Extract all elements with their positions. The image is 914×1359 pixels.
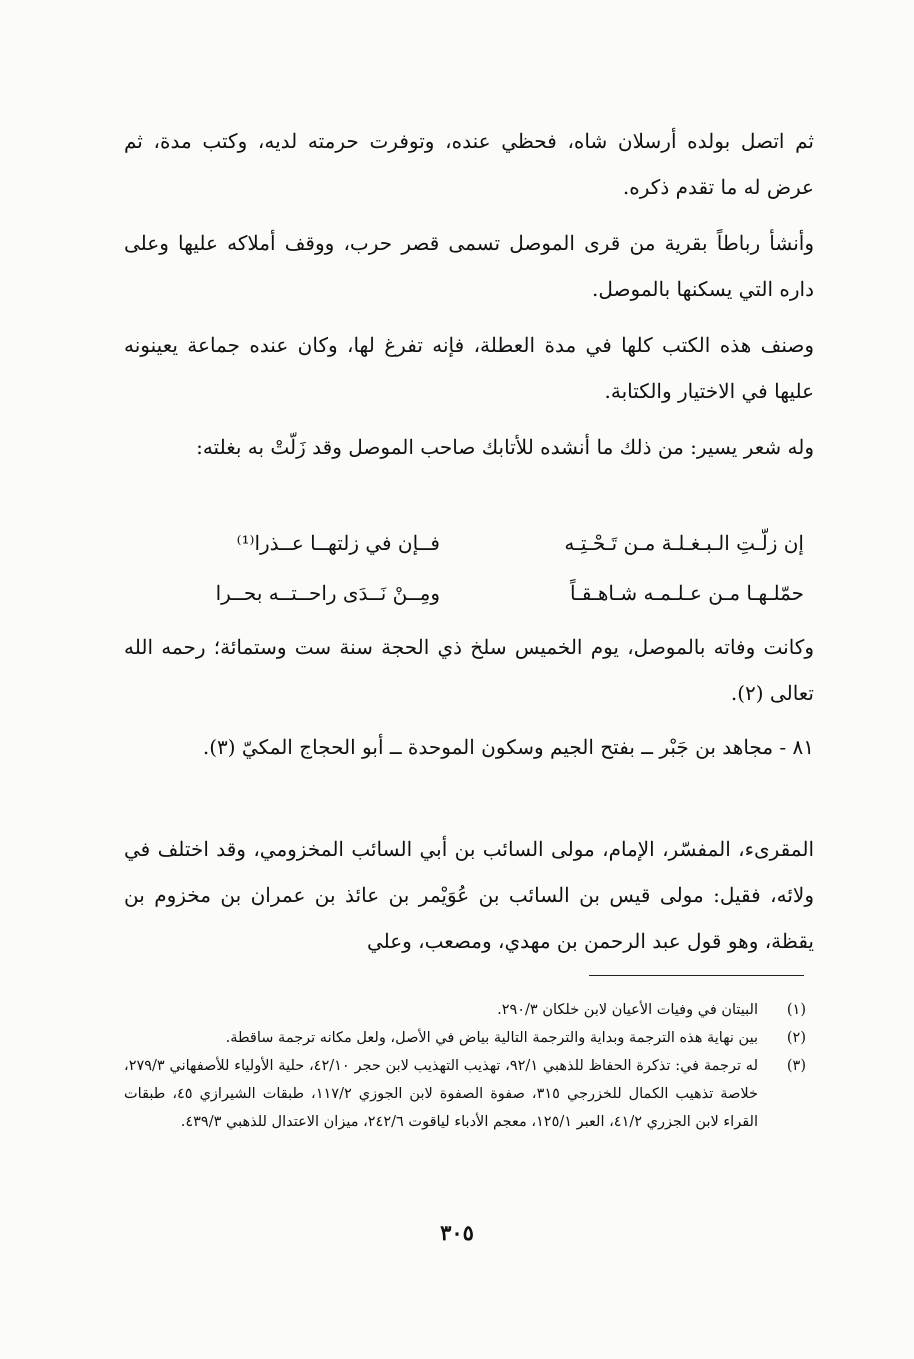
paragraph-4 — [124, 424, 814, 470]
footnote-text: له ترجمة في: تذكرة الحفاظ للذهبي ٩٢/١، تهذيب التهذيب لابن حجر ٤٢/١٠، حلية الأولياء للأصفهاني ٢٧٩/٣، خلاصة تذهيب الكمال للخزرجي ٣١٥، صفوة الصفوة لابن الجوزي ١١٧/٢، طبقات الشيرازي ٤٥، طبقات القراء لابن الجزري ٤١/٢، العبر ١٢٥/١، معجم الأدباء لياقوت ٢٤٢/٦، ميزان الاعتدال للذهبي ٤٣٩/٣. — [124, 1058, 759, 1130]
paragraph-text: ثم اتصل بولده أرسلان شاه، فحظي عنده، وتوفرت حرمته لديه، وكتب مدة، ثم عرض له ما تقدم ذكره. — [124, 129, 814, 199]
verse-line-1 — [120, 518, 804, 568]
paragraph-text: وصنف هذه الكتب كلها في مدة العطلة، فإنه تفرغ لها، وكان عنده جماعة يعينونه عليها في الاختيار والكتابة. — [124, 333, 814, 403]
paragraph-text: وكانت وفاته بالموصل، يوم الخميس سلخ ذي الحجة سنة ست وستمائة؛ رحمه الله تعالى (٢). — [124, 635, 814, 705]
entry-body-text: المقرىء، المفسّر، الإمام، مولى السائب بن أبي السائب المخزومي، وقد اختلف في ولائه، فقيل: مولى قيس بن السائب بن عُوَيْمر بن عائذ بن عمران بن مخزوم بن يقظة، وهو قول عبد الرحمن بن مهدي، ومصعب، وعلي — [124, 837, 814, 953]
verse-line-2 — [120, 568, 804, 618]
page-number: ٣٠٥ — [440, 1220, 474, 1245]
footnotes — [124, 996, 806, 1136]
paragraph-text: وأنشأ رباطاً بقرية من قرى الموصل تسمى قصر حرب، ووقف أملاكه عليها وعلى داره التي يسكنها بالموصل. — [124, 231, 814, 301]
entry-heading-text: ٨١ - مجاهد بن جَبْر ــ بفتح الجيم وسكون الموحدة ــ أبو الحجاج المكيّ (٣). — [202, 735, 814, 759]
verse-hemistich-second: ومِــنْ نَــدَى راحــتــه بحــرا — [215, 581, 440, 605]
death-paragraph — [124, 624, 814, 716]
footnote-number: (٢) — [786, 1030, 806, 1046]
entry-body — [124, 826, 814, 964]
footnote-divider — [589, 975, 804, 976]
verse-hemistich-first: حمّلـهـا مـن عـلـمـه شـاهـقـاً — [569, 581, 804, 605]
footnote-3 — [124, 1052, 806, 1136]
poem-verses — [120, 518, 804, 618]
verse-hemistich-first: إن زلّـتِ الـبـغـلـة مـن تَـحْـتِـه — [564, 531, 804, 555]
footnote-text: البيتان في وفيات الأعيان لابن خلكان ٢٩٠/٣. — [497, 1002, 758, 1018]
paragraph-text: وله شعر يسير: من ذلك ما أنشده للأتابك صاحب الموصل وقد زَلّتْ به بغلته: — [196, 435, 814, 459]
entry-heading — [124, 724, 814, 770]
paragraph-1 — [124, 118, 814, 210]
paragraph-2 — [124, 220, 814, 312]
footnote-1 — [124, 996, 806, 1024]
footnote-number: (١) — [786, 1002, 806, 1018]
footnote-number: (٣) — [786, 1058, 806, 1074]
paragraph-3 — [124, 322, 814, 414]
footnote-text: بين نهاية هذه الترجمة وبداية والترجمة التالية بياض في الأصل، ولعل مكانه ترجمة ساقطة. — [225, 1030, 758, 1046]
verse-hemistich-second: فــإن في زلتهــا عــذرا⁽¹⁾ — [236, 531, 440, 555]
footnote-2 — [124, 1024, 806, 1052]
